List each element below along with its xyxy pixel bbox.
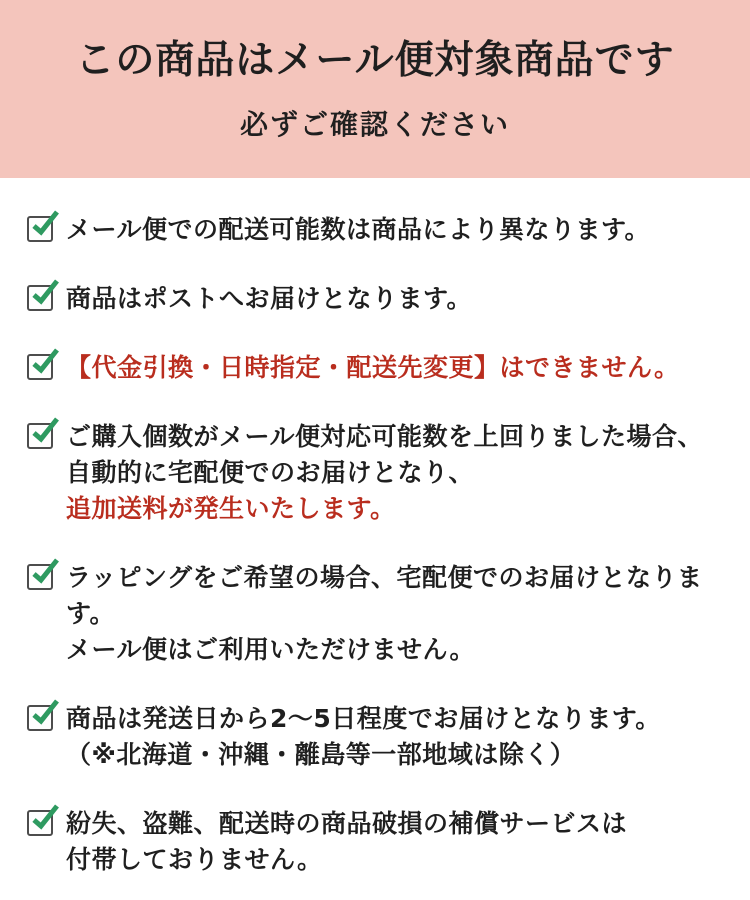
notice-line: 付帯しておりません。: [66, 845, 323, 874]
notice-line: メール便はご利用いただけません。: [66, 635, 476, 664]
checked-checkbox-icon: [27, 285, 53, 311]
check-mark-icon: [29, 209, 59, 239]
page-subtitle: 必ずご確認ください: [239, 107, 510, 141]
checked-checkbox-icon: [27, 423, 53, 449]
check-mark-icon: [29, 278, 59, 308]
check-mark-icon: [29, 803, 59, 833]
checked-checkbox-icon: [27, 564, 53, 590]
notice-line: （※北海道・沖縄・離島等一部地域は除く）: [66, 740, 576, 769]
notice-item: [27, 419, 732, 527]
notice-line: 自動的に宅配便でのお届けとなり、: [66, 458, 475, 487]
notice-line: ラッピングをご希望の場合、宅配便でのお届けとなります。: [66, 563, 703, 628]
notice-item: [27, 212, 732, 248]
notice-list: [0, 178, 750, 878]
checked-checkbox-icon: [27, 705, 53, 731]
notice-item: [27, 281, 732, 317]
page-title: この商品はメール便対象商品です: [75, 38, 675, 84]
notice-line: ご購入個数がメール便対応可能数を上回りました場合、: [66, 422, 704, 451]
check-mark-icon: [29, 416, 59, 446]
notice-line: 追加送料が発生いたします。: [66, 494, 396, 523]
check-mark-icon: [29, 347, 59, 377]
notice-line: 商品は発送日から2〜5日程度でお届けとなります。: [66, 704, 661, 733]
notice-item: [27, 701, 732, 773]
notice-item: [27, 350, 732, 386]
checked-checkbox-icon: [27, 810, 53, 836]
notice-item: [27, 806, 732, 878]
check-mark-icon: [29, 698, 59, 728]
notice-item: [27, 560, 732, 668]
checked-checkbox-icon: [27, 216, 53, 242]
checked-checkbox-icon: [27, 354, 53, 380]
notice-line: 【代金引換・日時指定・配送先変更】はできません。: [66, 353, 680, 382]
notice-line: 商品はポストへお届けとなります。: [66, 284, 473, 313]
notice-header: [0, 0, 750, 178]
check-mark-icon: [29, 557, 59, 587]
notice-line: メール便での配送可能数は商品により異なります。: [66, 215, 651, 244]
notice-line: 紛失、盗難、配送時の商品破損の補償サービスは: [66, 809, 628, 838]
